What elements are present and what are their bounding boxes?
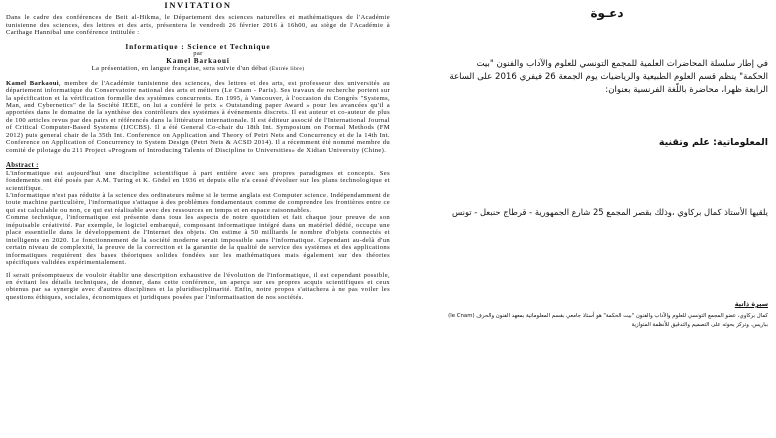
- arabic-column: [446, 0, 768, 438]
- abstract-paragraph-3: Comme technique, l'informatique est présente dans tous les aspects de notre quotidien et fait chaque jour preuve de son inépuisable créativité. Par exemple, le logiciel embarqué, composant informatique intégré dans un matériel dédié, occupe une place essentielle dans le développement de l'Internet des objets. On estime à 50 milliards le nombre d'objets connectés et intelligents en 2020. Le fonctionnement de la société moderne serait impossible sans l'informatique. Cependant au-delà d'un certain niveau de complexité, la preuve de la correction et la garantie de la qualité de service des systèmes et des applications informatiques requièrent des bases théoriques solides fondées sur les mathématiques mais également sur des théories spécifiques validées expérimentalement.: [6, 214, 390, 267]
- french-title: INVITATION: [164, 0, 232, 10]
- abstract-paragraph-1: L'informatique est aujourd'hui une discipline scientifique à part entière avec ses propres paradigmes et concepts. Ses fondements ont été posés par A.M. Turing et K. Gödel en 1936 et depuis elle n'a cessé d'évoluer sur les plans technologique et scientifique.: [6, 169, 390, 192]
- french-speaker: Kamel Barkaoui: [166, 56, 230, 65]
- arabic-intro: في إطار سلسلة المحاضرات العلمية للمجمع التونسي للعلوم والآداب والفنون "بيت الحكمة" ينظم قسم العلوم الطبيعية والرياضيات يوم الجمعة 26 فيفري 2016 على الساعة الرابعة ظهرا، محاضرة باللّغة الفرنسية بعنوان:: [449, 59, 768, 95]
- french-bio: [6, 80, 390, 155]
- arabic-bio: كمال بركاوي، عضو المجمع التونسي للعلوم والآداب والفنون "بيت الحكمة" هو أستاذ جامعي بقسم المعلوماتية بمعهد الفنون والحرف (le Cnam) بباريس. وتركز بحوثه على التصميم والتدقيق للأنظمة المتوازية: [448, 313, 768, 328]
- entry-note: (Entrée libre): [269, 66, 305, 73]
- french-talk-title: Informatique : Science et Technique: [125, 41, 271, 51]
- french-presentation-note: [6, 65, 390, 73]
- abstract-paragraph-4: Il serait présomptueux de vouloir établir une description exhaustive de l'évolution de l'informatique, il est cependant possible, en évitant les détails techniques, de donner, dans cette conférence, un aperçu sur ses propres acquis scientifiques et ceux obtenus par sa synergie avec d'autres disciplines et la pluridisciplinarité. Enfin, notre propos s'attachera à ne pas voiler les questions éthiques, sociales, économiques et juridiques posées par l'informatisation de nos sociétés.: [6, 271, 390, 301]
- arabic-bio-heading: سيرة ذاتية: [734, 300, 768, 308]
- french-par: par: [193, 50, 203, 58]
- abstract-paragraph-2: L'informatique n'est pas réduite à la science des ordinateurs même si le terme anglais est Computer science. Indépendamment de toute machine particulière, l'informatique s'attaque à des problèmes fondamentaux comme de comprendre les frontières entre ce qui est calculable ou non, ce qui est réalisable avec des ressources en temps et en espace raisonnables.: [6, 191, 390, 214]
- abstract-heading: Abstract :: [6, 162, 39, 170]
- bio-name: Kamel Barkaoui: [6, 79, 59, 87]
- french-column: [6, 2, 390, 301]
- arabic-venue: يلقيها الأستاذ كمال بركاوي ،وذلك بقصر المجمع 25 شارع الجمهورية - قرطاج حنبعل - تونس: [451, 207, 768, 217]
- arabic-title: دعـوة: [590, 6, 624, 20]
- arabic-talk-title: المعلوماتية: علم وتقنية: [658, 137, 768, 148]
- presentation-note-text: La présentation, en langue française, sera suivie d'un débat: [91, 65, 268, 73]
- bio-text: , membre de l'Académie tunisienne des sciences, des lettres et des arts, est professeur des universités au département informatique du Conservatoire national des arts et métiers (Le Cnam - Paris). Ses travaux de recherche portent sur la spécification et la vérification formelle des systèmes concurrents. En 1995, à Vancouver, à l'occasion du Congrès "Systems, Man, and Cybernetics" de la Société IEEE, on lui a conféré le prix « Outstanding paper Award » pour les avancées qu'il a apportées dans le domaine de la synthèse des contrôleurs des systèmes à événements discrets. Il est auteur et co-auteur de plus de 100 articles revus par des pairs et référencés dans la littérature internationale. Il est éditeur associé de l'International Journal of Critical Computer-Based Systems (IJCCBS). Il a été General Co-chair du 18th Int. Symposium on Formal Methods (FM 2012) puis general chair de la 35th Int. Conference on Application and Theory of Petri Nets and Concurrency et de la 14th Int. Conference on Application of Concurrency to System Design (Petri Nets & ACSD 2014). Il a récemment été nommé membre du comité de pilotage du 211 Project «Program of Introducing Talents of Discipline to Universities» de Xidian University (Chine).: [6, 79, 390, 154]
- french-intro: Dans le cadre des conférences de Beit al-Hikma, le Département des sciences naturelles et mathématiques de l'Académie tunisienne des sciences, des lettres et des arts, présentera le vendredi 26 février 2016 à 16h00, au siège de l'Académie à Carthage Hannibal une conférence intitulée :: [6, 14, 390, 37]
- french-abstract: [6, 162, 390, 301]
